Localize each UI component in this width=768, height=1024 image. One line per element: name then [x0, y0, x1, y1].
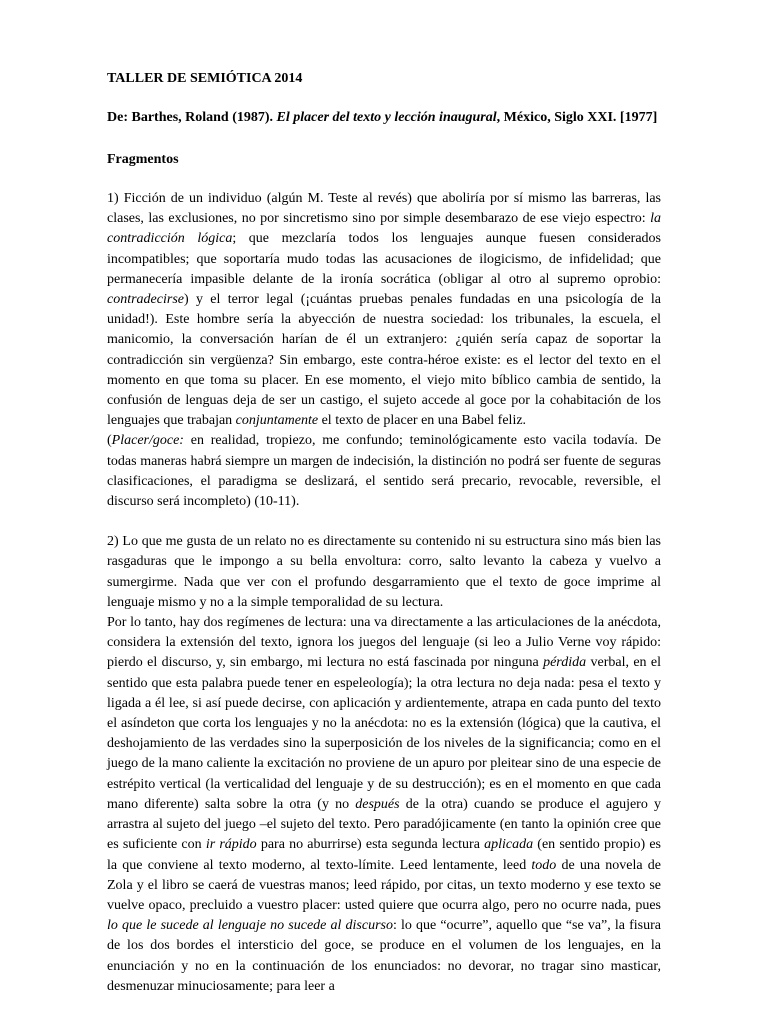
citation-suffix: , México, Siglo XXI. [1977] [496, 110, 658, 125]
italic-run: aplicada [484, 837, 534, 853]
bibliographic-citation [107, 108, 661, 128]
text-run: en realidad, tropiezo, me confundo; teminológicamente esto vacila todavía. De todas maneras habrá siempre un margen de indecisión, la distinción no podrá ser fuente de seguras clasificaciones, el paradigma se deslizará, el sentido será precario, revocable, reversible, el discurso será incompleto) (10-11). [107, 433, 661, 510]
citation-book-title: El placer del texto y lección inaugural [276, 110, 497, 125]
text-run: de una novela de Zola y el libro se caerá de vuestras manos; leed rápido, por citas, un texto moderno y ese texto se vuelve opaco, precluido a vuestro placer: usted quiere que ocurra algo, pero no ocurre nada, pues [107, 857, 662, 913]
text-run: verbal, en el sentido que esta palabra puede tener en espeleología); la otra lectura no deja nada: pesa el texto y ligada a él lee, si así puede decirse, con aplicación y ardientemente, atrapa en cada punto del texto el asíndeton que corta los lenguajes y no la anécdota: no es la extensión (lógica) que la cautiva, el deshojamiento de las verdades sino la superposición de los niveles de la significancia; como en el juego de la mano caliente la excitación no proviene de un apuro por pleitear sino de una especie de estrépito vertical (la verticalidad del lenguaje y de su destrucción); es en el momento en que cada mano diferente) salta sobre la otra (y no [107, 655, 662, 812]
italic-run: conjuntamente [235, 413, 319, 429]
italic-run: pérdida [543, 655, 587, 671]
text-run: ( [107, 433, 112, 449]
italic-run: Placer/goce: [111, 433, 184, 449]
text-run: Por lo tanto, hay dos regímenes de lectura: una va directamente a las articulaciones de la anécdota, considera la extensión del texto, ignora los juegos del lenguaje (si leo a Julio Verne voy rápido: pierdo el discurso, y, sin embargo, mi lectura no está fascinada por ninguna [107, 615, 661, 671]
paragraph-spacer [107, 512, 661, 532]
text-run: : lo que “ocurre”, aquello que “se va”, la fisura de los dos bordes el intersticio del goce, se produce en el volumen de los lenguajes, en la enunciación y no en la continuación de los enunciados: no devorar, no tragar sino masticar, desmenuzar minuciosamente; para leer a [107, 918, 661, 994]
italic-run: todo [531, 857, 557, 873]
italic-run: ir rápido [205, 837, 257, 853]
text-run: ; que mezclaría todos los lenguajes aunque fuesen considerados incompatibles; que soportaría mudo todas las acusaciones de ilogicismo, de infidelidad; que permanecería impasible delante de la ironía socrática (obligar al otro al supremo oprobio: [107, 231, 661, 287]
paragraph-1 [107, 189, 661, 431]
text-run: ) y el terror legal (¡cuántas pruebas penales fundadas en una psicología de la unidad!). Este hombre sería la abyección de nuestra sociedad: los tribunales, la escuela, el manicomio, la conversación harían de él un extranjero: ¿quién sería capaz de soportar la contradicción sin vergüenza? Sin embargo, este contra-héroe existe: es el lector del texto en el momento en que toma su placer. En ese momento, el viejo mito bíblico cambia de sentido, la confusión de lenguas deja de ser un castigo, el sujeto accede al goce por la cohabitación de los lenguajes que trabajan [107, 292, 661, 429]
citation-prefix: De: Barthes, Roland (1987). [107, 110, 277, 125]
italic-run: lo que le sucede al lenguaje no sucede al discurso [107, 918, 393, 934]
italic-run: contradecirse [107, 292, 184, 308]
text-run: 2) Lo que me gusta de un relato no es directamente su contenido ni su estructura sino más bien las rasgaduras que le impongo a su bella envoltura: corro, salto levanto la cabeza y vuelvo a sumergirme. Nada que ver con el profundo desgarramiento que el texto de goce imprime al lenguaje mismo y no a la simple temporalidad de su lectura. [107, 534, 661, 610]
section-title: Fragmentos [107, 152, 179, 167]
italic-run: la contradicción lógica [107, 211, 661, 247]
text-run: de la otra) cuando se produce el agujero y arrastra al sujeto del juego –el sujeto del texto. Pero paradójicamente (en tanto la opinión cree que es suficiente con [107, 796, 661, 853]
paragraph-2-continued [107, 613, 661, 997]
paragraph-1-note [107, 431, 661, 512]
text-run: para no aburrirse) esta segunda lectura [256, 837, 485, 853]
italic-run: después [355, 796, 400, 812]
paragraph-2 [107, 532, 661, 613]
document-heading: TALLER DE SEMIÓTICA 2014 [107, 71, 303, 86]
text-run: (en sentido propio) es la que conviene al texto moderno, al texto-límite. Leed lentamente, leed [107, 837, 661, 873]
text-run: 1) Ficción de un individuo (algún M. Teste al revés) que aboliría por sí mismo las barreras, las clases, las exclusiones, no por sincretismo sino por simple desembarazo de ese viejo espectro: [107, 191, 661, 227]
text-run: el texto de placer en una Babel feliz. [318, 413, 527, 429]
